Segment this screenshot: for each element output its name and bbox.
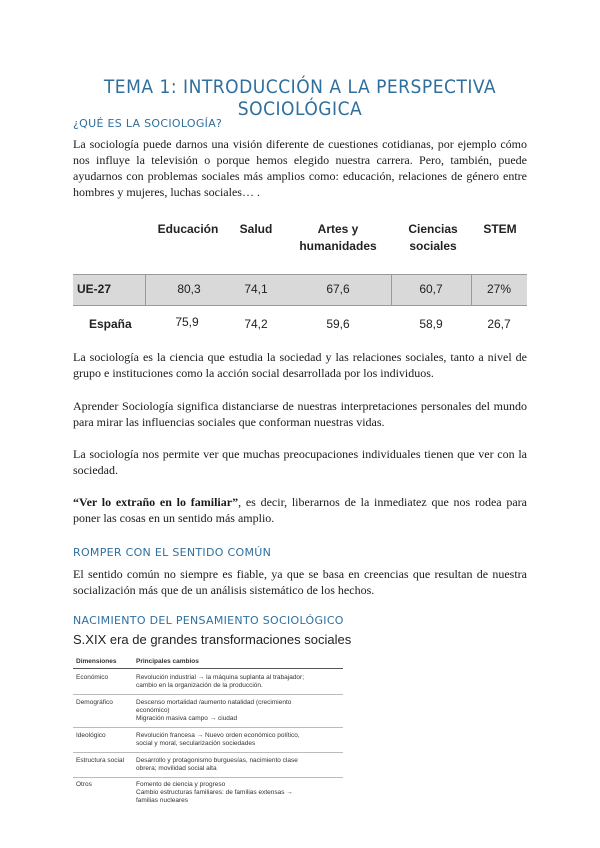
dimension-label: Estructura social [76, 757, 125, 764]
table-cell: 60,7 [419, 282, 443, 296]
col-separator [391, 275, 392, 305]
section-heading-romper: ROMPER CON EL SENTIDO COMÚN [73, 546, 272, 559]
text-line: hombres y mujeres, luchas sociales… . [73, 185, 260, 199]
dimension-label: Ideológico [76, 732, 106, 739]
table-cell: 27% [486, 282, 512, 296]
text-line: social y moral, secularización sociedades [136, 740, 256, 747]
table-rule [73, 777, 343, 778]
text-line: sociedad. [73, 463, 118, 477]
col-separator [145, 275, 146, 305]
col-separator [471, 275, 472, 305]
dimension-label: Económico [76, 674, 109, 681]
text-line: El sentido común no siempre es fiable, ya que se basa en creencias que resultan de nuestra [73, 567, 527, 581]
text-line: Descenso mortalidad /aumento natalidad (crecimiento [136, 699, 292, 706]
table-rule [73, 727, 343, 728]
table-cell: 59,6 [326, 317, 350, 331]
text-line: La sociología nos permite ver que muchas preocupaciones individuales tienen que ver con la [73, 447, 527, 461]
text-line: grupo e instituciones como la acción social desarrollada por los individuos. [73, 366, 434, 380]
changes-header-cambios: Principales cambios [136, 658, 199, 665]
text-line: ayudarnos con problemas sociales más amplios como: educación, relaciones de género entre [73, 169, 527, 183]
text-line: Revolución francesa → Nuevo orden económico político, [136, 732, 300, 739]
table-rule [73, 694, 343, 695]
text-line: Migración masiva campo → ciudad [136, 715, 238, 722]
era-title: S.XIX era de grandes transformaciones sociales [73, 632, 352, 647]
changes-header-dimensiones: Dimensiones [76, 658, 117, 665]
text-line: familias nucleares [136, 797, 189, 804]
changes-cell [136, 732, 341, 748]
col-header-stem: STEM [483, 222, 517, 236]
text-line: obrera; movilidad social alta [136, 765, 217, 772]
row-label-espana: España [89, 317, 132, 331]
table-rule [73, 305, 527, 306]
col-header-artes: Artes y humanidades [299, 222, 377, 253]
paragraph-extrano [73, 494, 527, 526]
changes-cell [136, 781, 341, 805]
text-line: socialización más que de un análisis sistemático de los hechos. [73, 583, 375, 597]
text-line: económico) [136, 707, 170, 714]
changes-cell [136, 699, 341, 723]
text-line: La sociología es la ciencia que estudia la sociedad y las relaciones sociales, tanto a nivel de [73, 350, 527, 364]
dimension-label: Demográfico [76, 699, 113, 706]
paragraph-intro [73, 136, 527, 200]
quote-bold: “Ver lo extraño en lo familiar” [73, 495, 239, 509]
text-line: cambio en la organización de la producción. [136, 682, 263, 689]
page-title: TEMA 1: INTRODUCCIÓN A LA PERSPECTIVA SOCIOLÓGICA [103, 76, 497, 120]
changes-cell [136, 757, 341, 773]
text-line: Fomento de ciencia y progreso [136, 781, 226, 788]
text-line: Cambio estructuras familiares: de familias extensas → [136, 789, 293, 796]
row-label-ue27: UE-27 [77, 282, 112, 296]
section-heading-que-es: ¿QUÉ ES LA SOCIOLOGÍA? [73, 117, 223, 130]
text-line: Desarrollo y protagonismo burguesías, nacimiento clase [136, 757, 298, 764]
table-cell: 74,1 [244, 282, 268, 296]
table-cell: 75,9 [175, 315, 199, 329]
table-cell: 58,9 [419, 317, 443, 331]
text-line: nos influye la televisión o porque hemos elegido nuestra carrera. Pero, también, puede [73, 153, 527, 167]
paragraph-aprender [73, 398, 527, 430]
col-header-salud: Salud [239, 222, 273, 236]
table-rule [73, 668, 343, 669]
table-cell: 74,2 [244, 317, 268, 331]
table-cell: 67,6 [326, 282, 350, 296]
text-line: Aprender Sociología significa distanciarse de nuestras interpretaciones personales del mundo [73, 399, 527, 413]
text-line: La sociología puede darnos una visión diferente de cuestiones cotidianas, por ejemplo cómo [73, 137, 527, 151]
col-header-educacion: Educación [157, 222, 219, 236]
table-cell: 80,3 [177, 282, 201, 296]
col-header-ciencias: Ciencias sociales [408, 222, 458, 253]
text-run: , es decir, liberarnos de la inmediatez que nos rodea para [238, 495, 527, 509]
paragraph-sentido-comun [73, 566, 527, 598]
table-rule [73, 752, 343, 753]
paragraph-preocupaciones [73, 446, 527, 478]
changes-cell [136, 674, 341, 690]
table-cell: 26,7 [487, 317, 511, 331]
section-heading-nacimiento: NACIMIENTO DEL PENSAMIENTO SOCIOLÓGICO [73, 614, 344, 627]
stats-table [73, 213, 527, 343]
text-line: poner las cosas en un sentido más amplio. [73, 511, 275, 525]
dimension-label: Otros [76, 781, 92, 788]
text-line: Revolución industrial → la máquina suplanta al trabajador; [136, 674, 305, 681]
text-line: para mirar las influencias sociales que conforman nuestras vidas. [73, 415, 385, 429]
text-line [73, 494, 527, 510]
paragraph-definicion [73, 349, 527, 381]
